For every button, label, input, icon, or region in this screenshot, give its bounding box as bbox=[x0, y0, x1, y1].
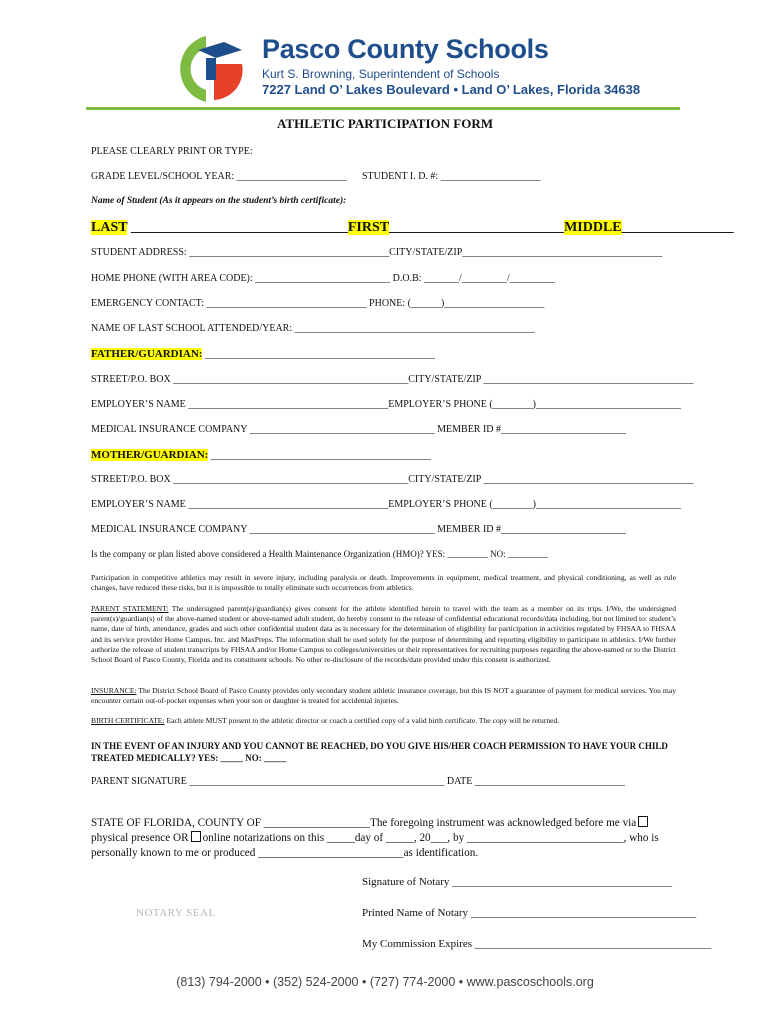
print-note: PLEASE CLEARLY PRINT OR TYPE: bbox=[91, 146, 253, 157]
mother-employer-field[interactable]: EMPLOYER’S NAME ________________________________________EMPLOYER’S PHONE (________)_____________________________ bbox=[91, 499, 682, 510]
mother-insurance-field[interactable]: MEDICAL INSURANCE COMPANY _____________________________________ MEMBER ID #_________________________ bbox=[91, 524, 627, 535]
footer-contact: (813) 794-2000 • (352) 524-2000 • (727) 774-2000 • www.pascoschools.org bbox=[176, 975, 594, 989]
birth-certificate-statement bbox=[91, 716, 676, 726]
org-name: Pasco County Schools bbox=[262, 34, 549, 64]
parent-statement-heading: PARENT STATEMENT: bbox=[91, 604, 169, 613]
last-school-field[interactable]: NAME OF LAST SCHOOL ATTENDED/YEAR: ________________________________________________ bbox=[91, 323, 535, 334]
district-address: 7227 Land O’ Lakes Boulevard • Land O’ Lakes, Florida 34638 bbox=[262, 82, 641, 97]
insurance-body: The District School Board of Pasco County provides only secondary student athletic insurance coverage, but this IS NOT a guarantee of payment for medical services. You may encounter certain out-of-pocket expenses when your son or daughter is treated for accidental injuries. bbox=[91, 686, 676, 706]
hmo-question[interactable]: Is the company or plan listed above considered a Health Maintenance Organization (HMO)? YES: _________ NO: _________ bbox=[91, 549, 549, 559]
name-note: Name of Student (As it appears on the student’s birth certificate): bbox=[91, 196, 347, 206]
birth-certificate-heading: BIRTH CERTIFICATE: bbox=[91, 716, 165, 725]
middle-label: MIDDLE bbox=[564, 220, 622, 235]
superintendent: Kurt S. Browning, Superintendent of Schools bbox=[262, 67, 500, 81]
insurance-heading: INSURANCE: bbox=[91, 686, 137, 695]
notary-printed-name-field[interactable]: Printed Name of Notary _________________________________________ bbox=[362, 907, 697, 919]
student-name-row bbox=[91, 220, 734, 236]
risk-paragraph: Participation in competitive athletics may result in severe injury, including paralysis or death. Improvements in equipment, medical treatment, and physical conditioning, as well as rule changes, have reduced these risks, but it is impossible to totally eliminate such occurrences from athletics. bbox=[91, 573, 676, 593]
first-label: FIRST bbox=[347, 220, 390, 235]
notary-seal-placeholder: NOTARY SEAL bbox=[136, 907, 216, 919]
parent-signature-field[interactable]: PARENT SIGNATURE ___________________________________________________ DATE ______________________________ bbox=[91, 776, 625, 787]
father-name-field[interactable]: ______________________________________________ bbox=[202, 349, 435, 360]
physical-checkbox[interactable] bbox=[638, 816, 648, 827]
last-label: LAST bbox=[91, 220, 128, 235]
father-label: FATHER/GUARDIAN: bbox=[91, 348, 203, 360]
home-phone-field[interactable]: HOME PHONE (WITH AREA CODE): ___________________________ D.O.B: _______/_________/_________ bbox=[91, 273, 555, 284]
student-address-field[interactable]: STUDENT ADDRESS: ________________________________________CITY/STATE/ZIP________________________________________ bbox=[91, 247, 663, 258]
emergency-contact-field[interactable]: EMERGENCY CONTACT: ________________________________ PHONE: (______)____________________ bbox=[91, 298, 545, 309]
mother-street-field[interactable]: STREET/P.O. BOX _______________________________________________CITY/STATE/ZIP __________________________________________ bbox=[91, 474, 694, 485]
form-title: ATHLETIC PARTICIPATION FORM bbox=[277, 116, 493, 131]
last-name-field[interactable]: _______________________________ bbox=[127, 220, 348, 235]
online-checkbox[interactable] bbox=[191, 831, 201, 842]
parent-statement-body: The undersigned parent(s)/guardian(s) gives consent for the athlete identified herein to travel with the team as a member on its trips. I/We, the undersigned parent(s)/guardian(s) of the above-named student or above-named adult student, do hereby consent to the release of confidential educational records/data including, but not limited to: student’s name, date of birth, attendance, grades and such other confidential student data as is necessary for the determination of eligibility for participation in activities regulated by FHSAA to FHSAA and its service provider Home Campus, Inc. and MaxPreps. The information shall be used solely for the purpose of determining and reporting eligibility to participate in athletics. I/We further authorize the release of student transcripts by FHSAA and/or Home Campus to colleges/universities or their representatives for recruiting purposes regarding the above-named or to the District School Board of Pasco County, Florida and its constituent schools. No other re-disclosure of the records/date provided under this consent is authorized. bbox=[91, 604, 676, 665]
notary-statement bbox=[91, 816, 676, 861]
middle-name-field[interactable]: ________________ bbox=[621, 220, 734, 235]
grade-level-field[interactable]: GRADE LEVEL/SCHOOL YEAR: ______________________ bbox=[91, 171, 347, 182]
commission-expires-field[interactable]: My Commission Expires ___________________________________________ bbox=[362, 938, 712, 950]
insurance-statement bbox=[91, 686, 676, 706]
student-id-field[interactable]: STUDENT I. D. #: ____________________ bbox=[362, 171, 541, 182]
father-insurance-field[interactable]: MEDICAL INSURANCE COMPANY _____________________________________ MEMBER ID #_________________________ bbox=[91, 424, 627, 435]
mother-label: MOTHER/GUARDIAN: bbox=[91, 449, 209, 461]
father-employer-field[interactable]: EMPLOYER’S NAME ________________________________________EMPLOYER’S PHONE (________)_____________________________ bbox=[91, 399, 682, 410]
father-street-field[interactable]: STREET/P.O. BOX _______________________________________________CITY/STATE/ZIP __________________________________________ bbox=[91, 374, 694, 385]
parent-statement bbox=[91, 604, 676, 665]
mother-name-field[interactable]: ____________________________________________ bbox=[208, 450, 431, 461]
notary-text-3: presence OR bbox=[131, 832, 189, 844]
header-rule bbox=[86, 107, 680, 110]
district-logo-icon bbox=[176, 34, 248, 104]
first-name-field[interactable]: _________________________ bbox=[389, 220, 565, 235]
notary-text-1[interactable]: STATE OF FLORIDA, COUNTY OF ___________________The foregoing instrument was acknowledged before me via bbox=[91, 817, 637, 829]
injury-permission-question[interactable]: IN THE EVENT OF AN INJURY AND YOU CANNOT BE REACHED, DO YOU GIVE HIS/HER COACH PERMISSION TO HAVE YOUR CHILD TREATED MEDICALLY? YES: _____ NO: _____ bbox=[91, 741, 668, 763]
birth-certificate-body: Each athlete MUST present to the athletic director or coach a certified copy of a valid birth certificate. The copy will be returned. bbox=[164, 716, 560, 725]
father-guardian-row bbox=[91, 348, 435, 360]
notary-text-2: physical bbox=[91, 832, 129, 844]
notary-text-4[interactable]: online notarizations on this _____day of _____, 20___, by ____________________________, who is personally known to me or produced __________________________as identification. bbox=[91, 832, 659, 859]
mother-guardian-row bbox=[91, 449, 431, 461]
notary-signature-field[interactable]: Signature of Notary ________________________________________ bbox=[362, 876, 673, 888]
